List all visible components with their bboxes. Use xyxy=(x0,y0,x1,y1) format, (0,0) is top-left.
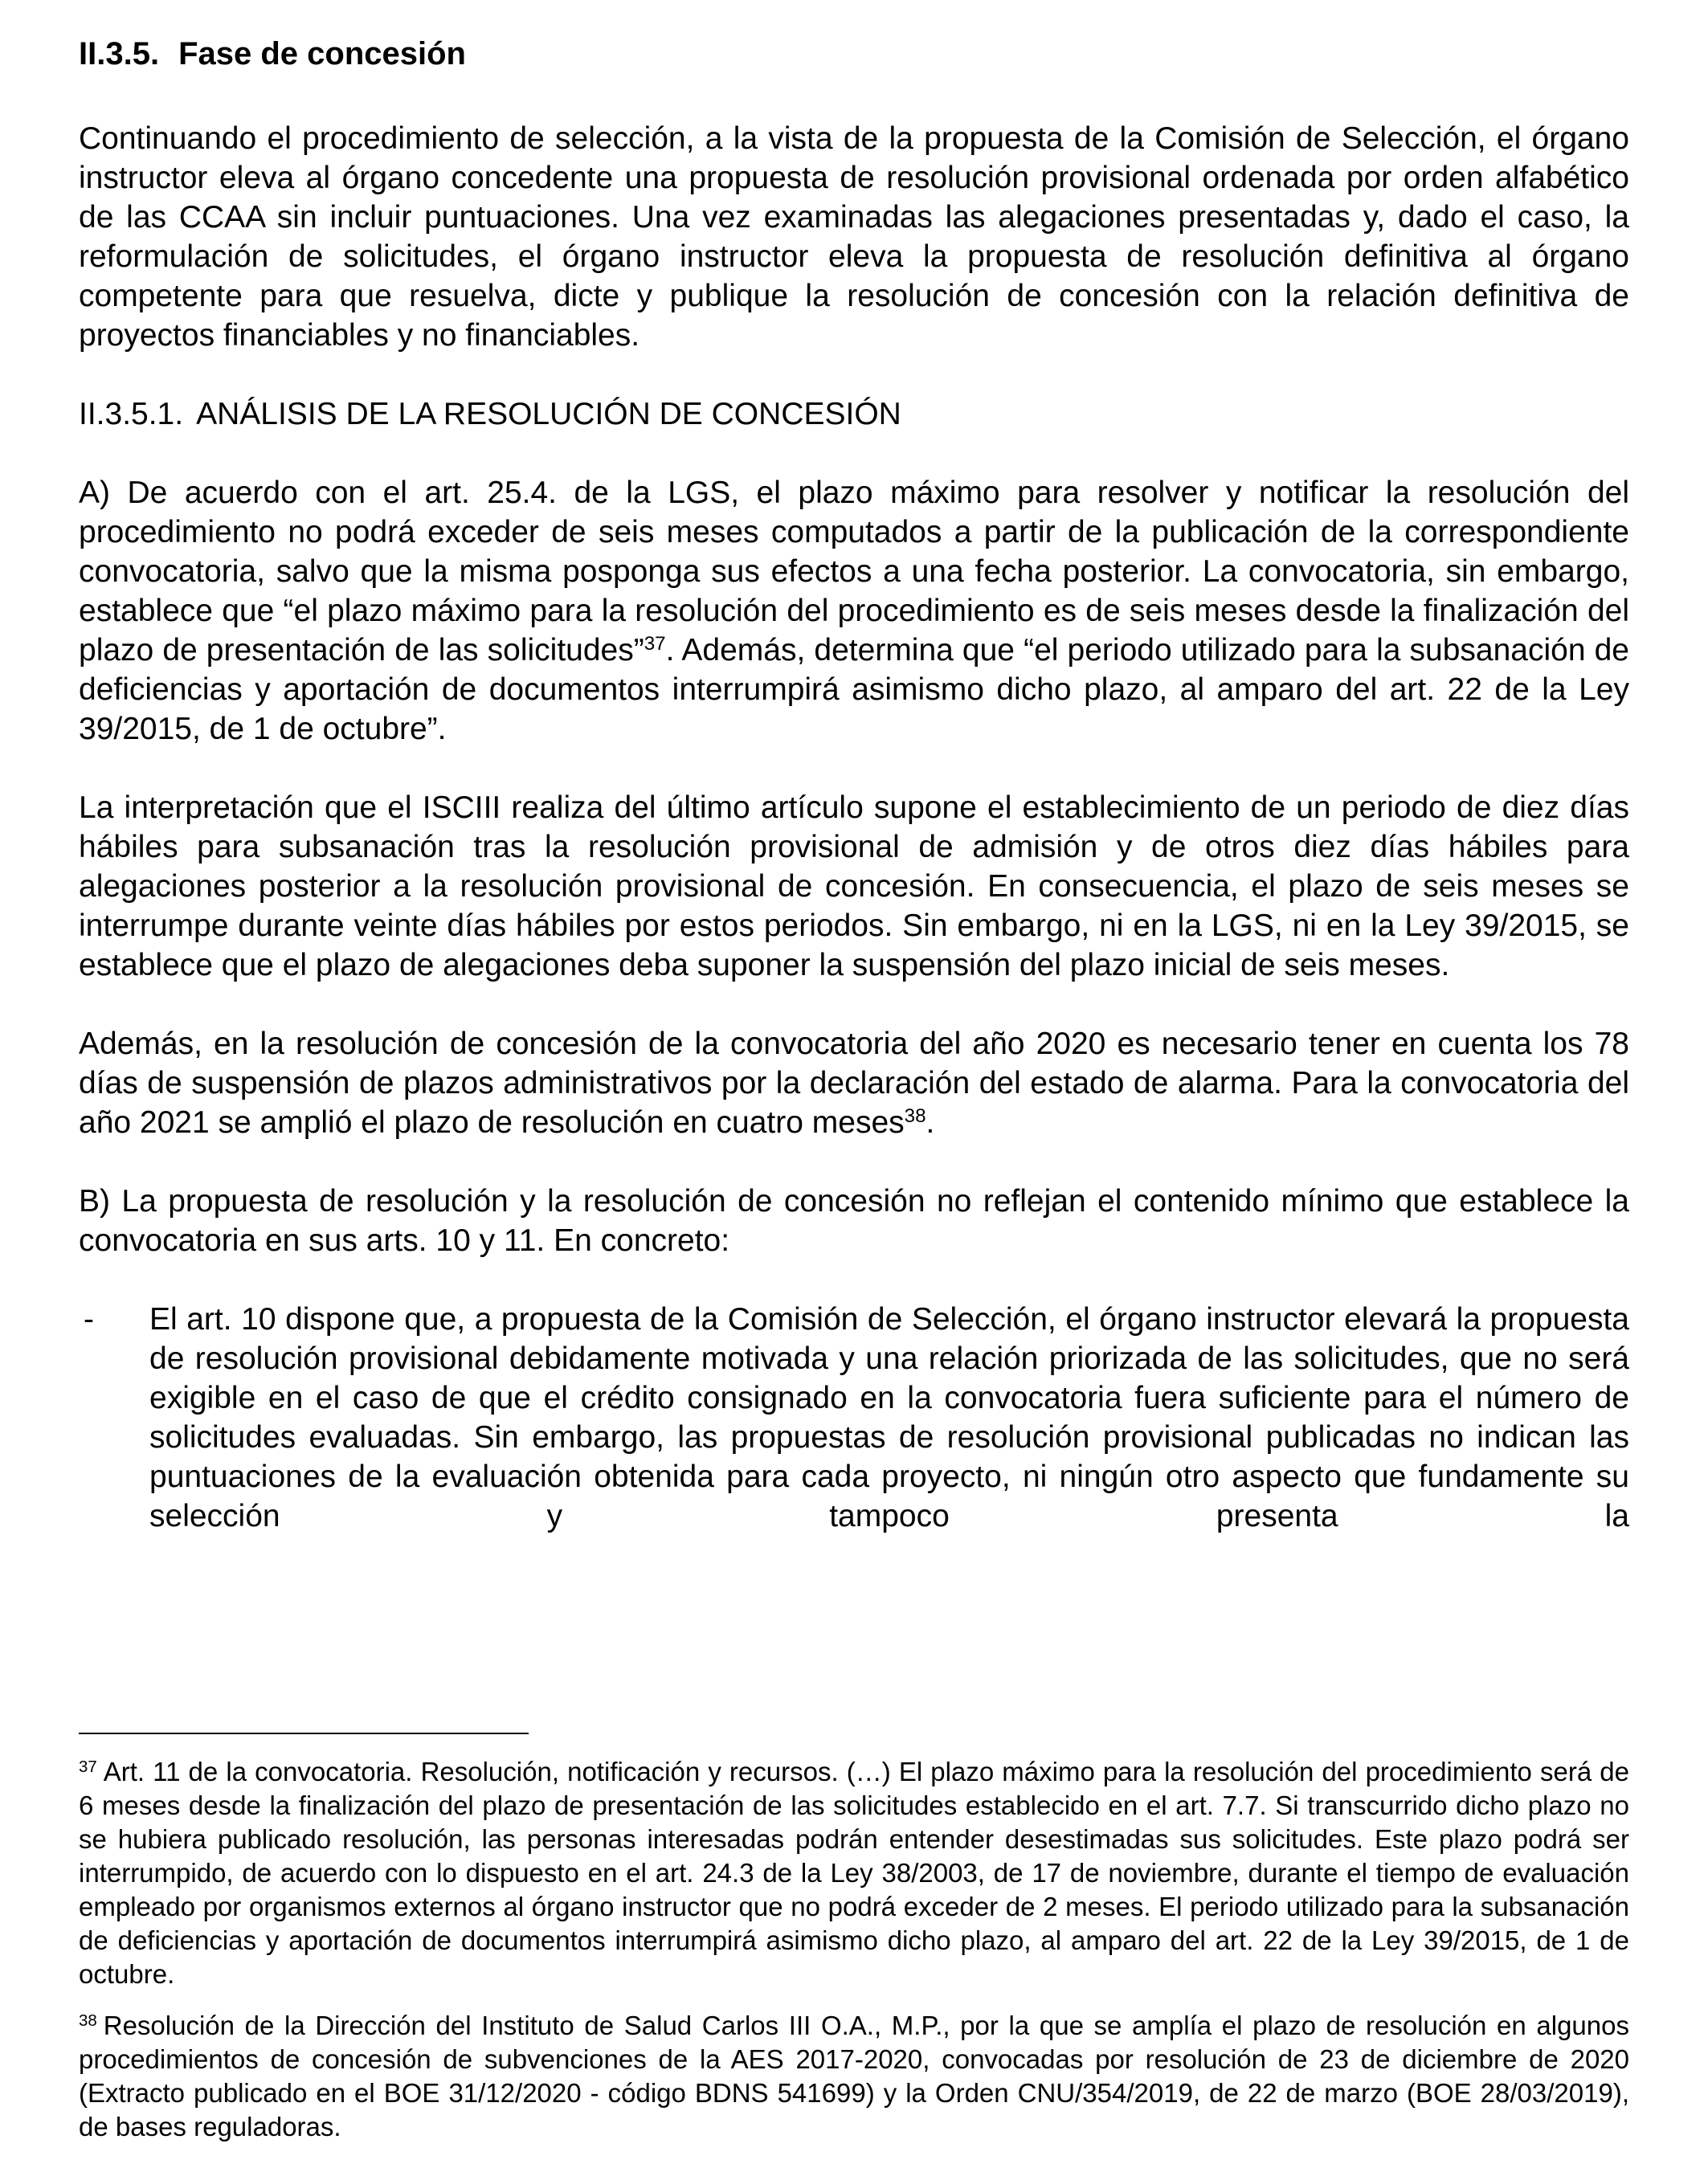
list-item-art10 xyxy=(79,1300,1629,1536)
subsection-heading xyxy=(79,394,1629,434)
section-heading xyxy=(79,34,1629,74)
subsection-number: II.3.5.1. xyxy=(79,397,184,431)
paragraph-ademas xyxy=(79,1024,1629,1142)
footnote-ref-37: 37 xyxy=(644,632,666,655)
footnote-37-text: Art. 11 de la convocatoria. Resolución, notificación y recursos. (…) El plazo máximo para la resolución del procedimiento será de 6 meses desde la finalización del plazo de presentación de las solicitudes establecido en el art. 7.7. Si transcurrido dicho plazo no se hubiera publicado resolución, las personas interesadas podrán entender desestimadas sus solicitudes. Este plazo podrá ser interrumpido, de acuerdo con lo dispuesto en el art. 24.3 de la Ley 38/2003, de 17 de noviembre, durante el tiempo de evaluación empleado por organismos externos al órgano instructor que no podrá exceder de 2 meses. El periodo utilizado para la subsanación de deficiencias y aportación de documentos interrumpirá asimismo dicho plazo, al amparo del art. 22 de la Ley 39/2015, de 1 de octubre. xyxy=(79,1757,1629,1989)
footnote-ref-38: 38 xyxy=(904,1104,926,1127)
section-number: II.3.5. xyxy=(79,36,160,71)
section-title: Fase de concesión xyxy=(178,36,466,71)
footnote-38-marker: 38 xyxy=(79,2011,97,2030)
paragraph-a-text: A) De acuerdo con el art. 25.4. de la LGS, el plazo máximo para resolver y notificar la resolución del procedimiento no podrá exceder de seis meses computados a partir de la publicación de la correspondiente convocatoria, salvo que la misma posponga sus efectos a una fecha posterior. La convocatoria, sin embargo, establece que “el plazo máximo para la resolución del procedimiento es de seis meses desde la finalización del plazo de presentación de las solicitudes” xyxy=(79,476,1629,668)
list-item-text: El art. 10 dispone que, a propuesta de la Comisión de Selección, el órgano instructor elevará la propuesta de resolución provisional debidamente motivada y una relación priorizada de las solicitudes, que no será exigible en el caso de que el crédito consignado en la convocatoria fuera suficiente para el número de solicitudes evaluadas. Sin embargo, las propuestas de resolución provisional publicadas no indican las puntuaciones de la evaluación obtenida para cada proyecto, ni ningún otro aspecto que fundamente su selección y tampoco presenta la xyxy=(149,1302,1629,1533)
paragraph-a xyxy=(79,473,1629,749)
paragraph-b: B) La propuesta de resolución y la resolución de concesión no reflejan el contenido mínimo que establece la convocatoria en sus arts. 10 y 11. En concreto: xyxy=(79,1184,1629,1258)
footnote-separator xyxy=(79,1733,529,1734)
paragraph-ademas-text: Además, en la resolución de concesión de la convocatoria del año 2020 es necesario tener en cuenta los 78 días de suspensión de plazos administrativos por la declaración del estado de alarma. Para la convocatoria del año 2021 se amplió el plazo de resolución en cuatro meses xyxy=(79,1027,1629,1140)
footnote-37-marker: 37 xyxy=(79,1757,97,1776)
paragraph-interpretacion: La interpretación que el ISCIII realiza del último artículo supone el establecimiento de un periodo de diez días hábiles para subsanación tras la resolución provisional de admisión y de otros diez días hábiles para alegaciones posterior a la resolución provisional de concesión. En consecuencia, el plazo de seis meses se interrumpe durante veinte días hábiles por estos periodos. Sin embargo, ni en la LGS, ni en la Ley 39/2015, se establece que el plazo de alegaciones deba suponer la suspensión del plazo inicial de seis meses. xyxy=(79,790,1629,982)
paragraph-ademas-text-cont: . xyxy=(926,1105,935,1140)
paragraph-intro: Continuando el procedimiento de selección, a la vista de la propuesta de la Comisión de Selección, el órgano instructor eleva al órgano concedente una propuesta de resolución provisional ordenada por orden alfabético de las CCAA sin incluir puntuaciones. Una vez examinadas las alegaciones presentadas y, dado el caso, la reformulación de solicitudes, el órgano instructor eleva la propuesta de resolución definitiva al órgano competente para que resuelva, dicte y publique la resolución de concesión con la relación definitiva de proyectos financiables y no financiables. xyxy=(79,121,1629,353)
paragraph-a-text-cont: . Además, determina que “el periodo utilizado para la subsanación de deficiencias y aportación de documentos interrumpirá asimismo dicho plazo, al amparo del art. 22 de la Ley 39/2015, de 1 de octubre”. xyxy=(79,633,1629,746)
footnotes-section xyxy=(79,1733,1629,2144)
footnote-37 xyxy=(79,1755,1629,1991)
footnote-38-text: Resolución de la Dirección del Instituto de Salud Carlos III O.A., M.P., por la que se amplía el plazo de resolución en algunos procedimientos de concesión de subvenciones de la AES 2017-2020, convocadas por resolución de 23 de diciembre de 2020 (Extracto publicado en el BOE 31/12/2020 - código BDNS 541699) y la Orden CNU/354/2019, de 22 de marzo (BOE 28/03/2019), de bases reguladoras. xyxy=(79,2011,1629,2141)
subsection-title: ANÁLISIS DE LA RESOLUCIÓN DE CONCESIÓN xyxy=(196,397,901,431)
list-marker: - xyxy=(84,1302,94,1337)
footnote-38 xyxy=(79,2009,1629,2144)
